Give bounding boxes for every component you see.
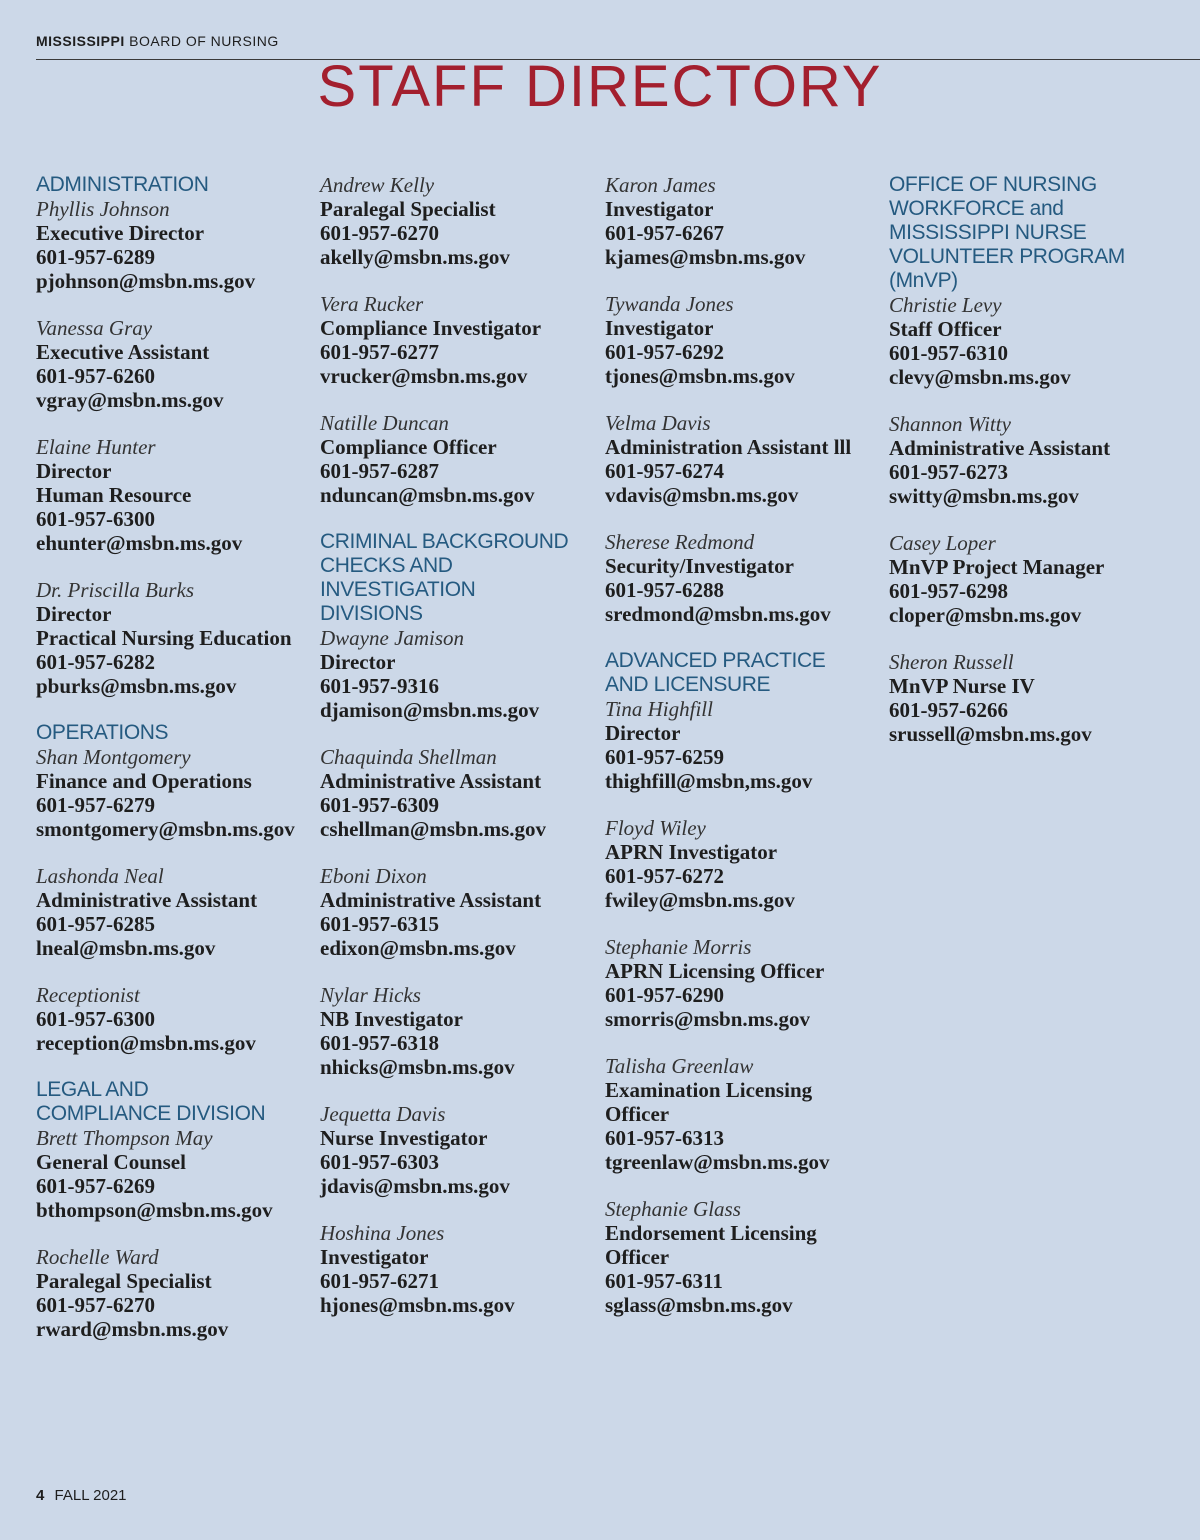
staff-name: Dr. Priscilla Burks <box>36 578 195 602</box>
staff-email[interactable]: nduncan@msbn.ms.gov <box>320 483 535 507</box>
staff-email[interactable]: smontgomery@msbn.ms.gov <box>36 817 295 841</box>
staff-name: Elaine Hunter <box>36 435 156 459</box>
staff-email[interactable]: reception@msbn.ms.gov <box>36 1031 256 1055</box>
staff-email[interactable]: fwiley@msbn.ms.gov <box>605 888 795 912</box>
staff-role: APRN Investigator <box>605 840 778 864</box>
staff-entry <box>320 626 600 722</box>
staff-entry <box>36 197 316 293</box>
staff-email[interactable]: djamison@msbn.ms.gov <box>320 698 540 722</box>
staff-name: Tywanda Jones <box>605 292 734 316</box>
staff-role: NB Investigator <box>320 1007 463 1031</box>
staff-phone: 601-957-6318 <box>320 1031 439 1055</box>
staff-phone: 601-957-6279 <box>36 793 155 817</box>
staff-phone: 601-957-6259 <box>605 745 724 769</box>
staff-role: Investigator <box>320 1245 429 1269</box>
staff-phone: 601-957-6272 <box>605 864 724 888</box>
staff-name: Vanessa Gray <box>36 316 153 340</box>
section-heading: MISSISSIPPI NURSE <box>889 221 1087 244</box>
staff-phone: 601-957-6311 <box>605 1269 723 1293</box>
staff-name: Stephanie Glass <box>605 1197 741 1221</box>
staff-entry <box>605 292 885 388</box>
issue-label: FALL 2021 <box>54 1487 127 1504</box>
staff-name: Chaquinda Shellman <box>320 745 497 769</box>
staff-role: Investigator <box>605 316 714 340</box>
staff-name: Hoshina Jones <box>320 1221 445 1245</box>
staff-email[interactable]: vdavis@msbn.ms.gov <box>605 483 799 507</box>
staff-role: Paralegal Specialist <box>36 1269 212 1293</box>
staff-entry <box>605 530 885 626</box>
section-heading: AND LICENSURE <box>605 673 771 696</box>
staff-email[interactable]: pjohnson@msbn.ms.gov <box>36 269 256 293</box>
staff-phone: 601-957-6266 <box>889 698 1008 722</box>
staff-role: Director <box>36 602 112 626</box>
header-org-rest: BOARD OF NURSING <box>129 33 279 49</box>
staff-entry <box>36 745 316 841</box>
staff-email[interactable]: edixon@msbn.ms.gov <box>320 936 516 960</box>
staff-email[interactable]: sglass@msbn.ms.gov <box>605 1293 793 1317</box>
staff-email[interactable]: tgreenlaw@msbn.ms.gov <box>605 1150 830 1174</box>
staff-role: Compliance Investigator <box>320 316 542 340</box>
staff-entry <box>605 1197 885 1317</box>
staff-role: Staff Officer <box>889 317 1002 341</box>
staff-role: Examination Licensing <box>605 1078 813 1102</box>
staff-email[interactable]: thighfill@msbn,ms.gov <box>605 769 813 793</box>
staff-phone: 601-957-6313 <box>605 1126 724 1150</box>
staff-entry <box>36 578 316 698</box>
header-org-bold: MISSISSIPPI <box>36 33 125 49</box>
staff-name: Karon James <box>605 173 716 197</box>
staff-name: Tina Highfill <box>605 697 713 721</box>
staff-entry <box>889 531 1169 627</box>
staff-name: Floyd Wiley <box>605 816 706 840</box>
staff-entry <box>320 745 600 841</box>
staff-name: Andrew Kelly <box>320 173 435 197</box>
staff-name: Nylar Hicks <box>320 983 421 1007</box>
section-heading: COMPLIANCE DIVISION <box>36 1102 266 1125</box>
page-footer <box>36 1487 127 1504</box>
staff-phone: 601-957-6270 <box>36 1293 155 1317</box>
staff-role: Director <box>36 459 112 483</box>
staff-phone: 601-957-6289 <box>36 245 155 269</box>
staff-entry <box>889 412 1169 508</box>
section-heading: ADVANCED PRACTICE <box>605 649 826 672</box>
staff-role: Compliance Officer <box>320 435 497 459</box>
staff-role: Executive Director <box>36 221 205 245</box>
staff-name: Phyllis Johnson <box>36 197 170 221</box>
staff-entry <box>320 411 600 507</box>
staff-phone: 601-957-6273 <box>889 460 1008 484</box>
staff-name: Jequetta Davis <box>320 1102 446 1126</box>
staff-phone: 601-957-6282 <box>36 650 155 674</box>
staff-phone: 601-957-6271 <box>320 1269 439 1293</box>
page-title: STAFF DIRECTORY <box>317 54 883 119</box>
staff-email[interactable]: smorris@msbn.ms.gov <box>605 1007 811 1031</box>
staff-email[interactable]: lneal@msbn.ms.gov <box>36 936 216 960</box>
staff-entry <box>605 816 885 912</box>
staff-name: Receptionist <box>36 983 140 1007</box>
staff-role: MnVP Nurse IV <box>889 674 1035 698</box>
staff-role: Administration Assistant lll <box>605 435 852 459</box>
staff-role: Human Resource <box>36 483 192 507</box>
staff-name: Casey Loper <box>889 531 996 555</box>
staff-name: Talisha Greenlaw <box>605 1054 754 1078</box>
staff-phone: 601-957-6285 <box>36 912 155 936</box>
staff-role: Endorsement Licensing <box>605 1221 817 1245</box>
staff-phone: 601-957-6309 <box>320 793 439 817</box>
section-heading: LEGAL AND <box>36 1078 149 1101</box>
staff-role: Practical Nursing Education <box>36 626 292 650</box>
staff-phone: 601-957-6267 <box>605 221 724 245</box>
staff-name: Shannon Witty <box>889 412 1011 436</box>
staff-role: General Counsel <box>36 1150 186 1174</box>
staff-entry <box>36 1126 316 1222</box>
staff-name: Eboni Dixon <box>320 864 427 888</box>
staff-email[interactable]: kjames@msbn.ms.gov <box>605 245 806 269</box>
staff-phone: 601-957-9316 <box>320 674 439 698</box>
staff-phone: 601-957-6287 <box>320 459 439 483</box>
staff-role: Paralegal Specialist <box>320 197 496 221</box>
staff-entry <box>605 697 885 793</box>
staff-entry <box>605 173 885 269</box>
section-heading: DIVISIONS <box>320 602 423 625</box>
staff-email[interactable]: clevy@msbn.ms.gov <box>889 365 1071 389</box>
section-heading: CHECKS AND INVESTIGATION <box>320 554 476 601</box>
staff-phone: 601-957-6270 <box>320 221 439 245</box>
staff-entry <box>320 1102 600 1198</box>
staff-phone: 601-957-6300 <box>36 507 155 531</box>
staff-email[interactable]: bthompson@msbn.ms.gov <box>36 1198 273 1222</box>
staff-entry <box>36 864 316 960</box>
staff-email[interactable]: jdavis@msbn.ms.gov <box>320 1174 510 1198</box>
staff-entry <box>320 1221 600 1317</box>
staff-role: Administrative Assistant <box>889 436 1111 460</box>
staff-name: Vera Rucker <box>320 292 424 316</box>
staff-entry <box>605 411 885 507</box>
staff-entry <box>605 935 885 1031</box>
staff-role: Executive Assistant <box>36 340 210 364</box>
staff-entry <box>320 864 600 960</box>
staff-email[interactable]: nhicks@msbn.ms.gov <box>320 1055 515 1079</box>
staff-phone: 601-957-6260 <box>36 364 155 388</box>
staff-role: MnVP Project Manager <box>889 555 1105 579</box>
staff-entry <box>889 293 1169 389</box>
staff-email[interactable]: rward@msbn.ms.gov <box>36 1317 229 1341</box>
staff-phone: 601-957-6269 <box>36 1174 155 1198</box>
staff-name: Brett Thompson May <box>36 1126 213 1150</box>
staff-email[interactable]: akelly@msbn.ms.gov <box>320 245 510 269</box>
staff-email[interactable]: cloper@msbn.ms.gov <box>889 603 1082 627</box>
staff-name: Sherese Redmond <box>605 530 755 554</box>
staff-phone: 601-957-6298 <box>889 579 1008 603</box>
staff-role: Officer <box>605 1102 670 1126</box>
staff-name: Rochelle Ward <box>36 1245 159 1269</box>
page-number: 4 <box>36 1487 45 1504</box>
staff-entry <box>320 292 600 388</box>
staff-phone: 601-957-6288 <box>605 578 724 602</box>
staff-email[interactable]: hjones@msbn.ms.gov <box>320 1293 515 1317</box>
staff-role: Administrative Assistant <box>320 888 542 912</box>
staff-role: APRN Licensing Officer <box>605 959 825 983</box>
staff-phone: 601-957-6274 <box>605 459 724 483</box>
staff-email[interactable]: tjones@msbn.ms.gov <box>605 364 795 388</box>
staff-role: Finance and Operations <box>36 769 252 793</box>
staff-phone: 601-957-6300 <box>36 1007 155 1031</box>
staff-entry <box>36 983 316 1055</box>
section-heading: VOLUNTEER PROGRAM (MnVP) <box>889 245 1125 292</box>
staff-name: Christie Levy <box>889 293 1002 317</box>
staff-role: Investigator <box>605 197 714 221</box>
staff-entry <box>320 983 600 1079</box>
staff-role: Director <box>320 650 396 674</box>
directory-column-1 <box>36 173 316 1364</box>
staff-phone: 601-957-6303 <box>320 1150 439 1174</box>
staff-email[interactable]: switty@msbn.ms.gov <box>889 484 1079 508</box>
staff-name: Shan Montgomery <box>36 745 191 769</box>
section-heading: ADMINISTRATION <box>36 173 209 196</box>
staff-entry <box>605 1054 885 1174</box>
staff-email[interactable]: vrucker@msbn.ms.gov <box>320 364 528 388</box>
staff-name: Velma Davis <box>605 411 711 435</box>
section-heading: WORKFORCE and <box>889 197 1064 220</box>
staff-email[interactable]: cshellman@msbn.ms.gov <box>320 817 547 841</box>
staff-role: Administrative Assistant <box>320 769 542 793</box>
staff-phone: 601-957-6290 <box>605 983 724 1007</box>
section-heading: CRIMINAL BACKGROUND <box>320 530 569 553</box>
staff-email[interactable]: vgray@msbn.ms.gov <box>36 388 224 412</box>
staff-name: Sheron Russell <box>889 650 1014 674</box>
staff-phone: 601-957-6310 <box>889 341 1008 365</box>
staff-phone: 601-957-6315 <box>320 912 439 936</box>
staff-email[interactable]: sredmond@msbn.ms.gov <box>605 602 831 626</box>
staff-email[interactable]: pburks@msbn.ms.gov <box>36 674 237 698</box>
staff-role: Nurse Investigator <box>320 1126 488 1150</box>
staff-role: Administrative Assistant <box>36 888 258 912</box>
directory-column-4 <box>889 173 1169 769</box>
staff-entry <box>36 316 316 412</box>
staff-email[interactable]: ehunter@msbn.ms.gov <box>36 531 243 555</box>
section-heading: OPERATIONS <box>36 721 169 744</box>
staff-entry <box>320 173 600 269</box>
staff-name: Lashonda Neal <box>36 864 164 888</box>
staff-role: Security/Investigator <box>605 554 794 578</box>
staff-role: Director <box>605 721 681 745</box>
staff-role: Officer <box>605 1245 670 1269</box>
staff-entry <box>36 435 316 555</box>
staff-phone: 601-957-6277 <box>320 340 439 364</box>
directory-column-3 <box>605 173 885 1340</box>
staff-entry <box>889 650 1169 746</box>
staff-phone: 601-957-6292 <box>605 340 724 364</box>
staff-entry <box>36 1245 316 1341</box>
staff-name: Stephanie Morris <box>605 935 752 959</box>
directory-column-2 <box>320 173 600 1340</box>
section-heading: OFFICE OF NURSING <box>889 173 1097 196</box>
staff-email[interactable]: srussell@msbn.ms.gov <box>889 722 1092 746</box>
staff-name: Dwayne Jamison <box>320 626 465 650</box>
staff-name: Natille Duncan <box>320 411 449 435</box>
